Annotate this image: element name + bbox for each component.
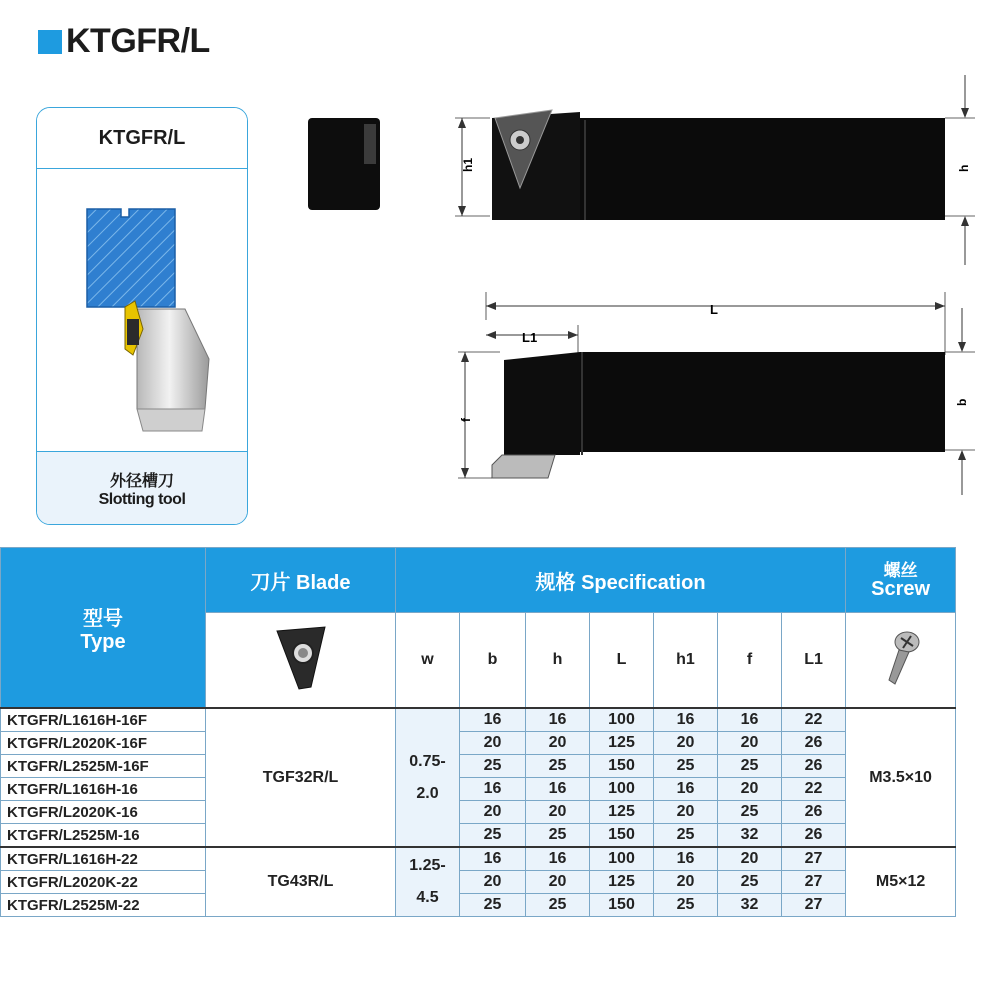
cell-b: 20 [460, 801, 526, 824]
card-illustration [37, 169, 247, 449]
cell-h1: 20 [654, 732, 718, 755]
col-w: w [396, 613, 460, 709]
cell-h1: 20 [654, 801, 718, 824]
cell-f: 32 [718, 824, 782, 848]
slotting-illustration-icon [37, 169, 247, 449]
cell-f: 20 [718, 778, 782, 801]
cell-L1: 26 [782, 732, 846, 755]
spec-table [0, 547, 956, 917]
col-L: L [590, 613, 654, 709]
cell-h1: 16 [654, 708, 718, 732]
cell-f: 20 [718, 732, 782, 755]
cell-b: 16 [460, 847, 526, 871]
blade-insert-icon [271, 623, 331, 693]
screw-image-cell [846, 613, 956, 709]
cell-h: 25 [526, 894, 590, 917]
table-row [1, 894, 956, 917]
dim-f-label: f [459, 418, 473, 422]
cell-type: KTGFR/L2020K-16 [1, 801, 206, 824]
cell-L: 150 [590, 755, 654, 778]
dim-h1-label: h1 [461, 157, 475, 172]
cell-b: 25 [460, 894, 526, 917]
cell-h1: 25 [654, 824, 718, 848]
screw-icon [881, 628, 921, 688]
cell-h: 20 [526, 871, 590, 894]
cell-type: KTGFR/L2020K-16F [1, 732, 206, 755]
cell-h: 16 [526, 708, 590, 732]
dim-L-label: L [710, 302, 718, 317]
cell-h: 25 [526, 755, 590, 778]
cell-h1: 20 [654, 871, 718, 894]
cell-L1: 26 [782, 801, 846, 824]
cell-f: 25 [718, 801, 782, 824]
col-h1: h1 [654, 613, 718, 709]
cell-type: KTGFR/L1616H-16 [1, 778, 206, 801]
cell-h1: 25 [654, 894, 718, 917]
cell-f: 25 [718, 755, 782, 778]
header-type: 型号 Type [1, 548, 206, 709]
cell-blade: TGF32R/L [206, 708, 396, 847]
cell-L: 125 [590, 732, 654, 755]
header-screw: 螺丝 Screw [846, 548, 956, 613]
cell-L1: 27 [782, 894, 846, 917]
holder-end-view-icon [300, 110, 390, 215]
cell-L: 100 [590, 708, 654, 732]
cell-L1: 26 [782, 824, 846, 848]
cell-h1: 25 [654, 755, 718, 778]
blade-image-cell [206, 613, 396, 709]
cell-f: 32 [718, 894, 782, 917]
cell-screw: M5×12 [846, 847, 956, 917]
col-f: f [718, 613, 782, 709]
cell-b: 16 [460, 708, 526, 732]
cell-L: 125 [590, 801, 654, 824]
cell-type: KTGFR/L2020K-22 [1, 871, 206, 894]
cell-L: 100 [590, 847, 654, 871]
cell-h: 20 [526, 801, 590, 824]
holder-technical-drawing [440, 70, 980, 500]
cell-type: KTGFR/L2525M-16 [1, 824, 206, 848]
table-row [1, 755, 956, 778]
card-caption [37, 451, 247, 524]
cell-w-line: 2.0 [416, 784, 439, 802]
cell-h: 20 [526, 732, 590, 755]
cell-h: 16 [526, 778, 590, 801]
header-spec: 规格 Specification [396, 548, 846, 613]
cell-L: 125 [590, 871, 654, 894]
header-blade: 刀片 Blade [206, 548, 396, 613]
cell-h: 16 [526, 847, 590, 871]
table-row [1, 871, 956, 894]
page-title: KTGFR/L [66, 22, 210, 60]
cell-f: 16 [718, 708, 782, 732]
cell-L: 150 [590, 894, 654, 917]
cell-L1: 22 [782, 708, 846, 732]
card-title: KTGFR/L [37, 108, 247, 169]
cell-w [396, 708, 460, 847]
cell-h: 25 [526, 824, 590, 848]
cell-h1: 16 [654, 778, 718, 801]
cell-f: 25 [718, 871, 782, 894]
cell-b: 16 [460, 778, 526, 801]
cell-b: 20 [460, 871, 526, 894]
table-row [1, 778, 956, 801]
cell-type: KTGFR/L2525M-16F [1, 755, 206, 778]
table-row [1, 847, 956, 871]
table-row [1, 732, 956, 755]
cell-b: 20 [460, 732, 526, 755]
cell-blade: TG43R/L [206, 847, 396, 917]
cell-L1: 22 [782, 778, 846, 801]
dim-h-label: h [957, 164, 971, 172]
page-title-block [38, 22, 210, 61]
cell-f: 20 [718, 847, 782, 871]
card-caption-en: Slotting tool [98, 491, 186, 508]
cell-type: KTGFR/L2525M-22 [1, 894, 206, 917]
cell-type: KTGFR/L1616H-16F [1, 708, 206, 732]
tool-card [36, 107, 248, 525]
cell-L1: 27 [782, 871, 846, 894]
table-row [1, 708, 956, 732]
dim-b-label: b [955, 398, 969, 406]
cell-L: 100 [590, 778, 654, 801]
table-row [1, 801, 956, 824]
cell-b: 25 [460, 755, 526, 778]
cell-L1: 27 [782, 847, 846, 871]
cell-w-line: 1.25- [409, 857, 446, 874]
cell-w-line: 4.5 [416, 889, 439, 906]
cell-w [396, 847, 460, 917]
cell-type: KTGFR/L1616H-22 [1, 847, 206, 871]
dim-L1-label: L1 [522, 330, 538, 345]
cell-b: 25 [460, 824, 526, 848]
cell-w-line: 0.75- [409, 752, 446, 770]
col-L1: L1 [782, 613, 846, 709]
cell-L: 150 [590, 824, 654, 848]
col-b: b [460, 613, 526, 709]
cell-screw: M3.5×10 [846, 708, 956, 847]
card-caption-cn: 外径槽刀 [109, 473, 174, 490]
cell-L1: 26 [782, 755, 846, 778]
table-row [1, 824, 956, 848]
cell-h1: 16 [654, 847, 718, 871]
col-h: h [526, 613, 590, 709]
title-square-icon [38, 30, 62, 54]
